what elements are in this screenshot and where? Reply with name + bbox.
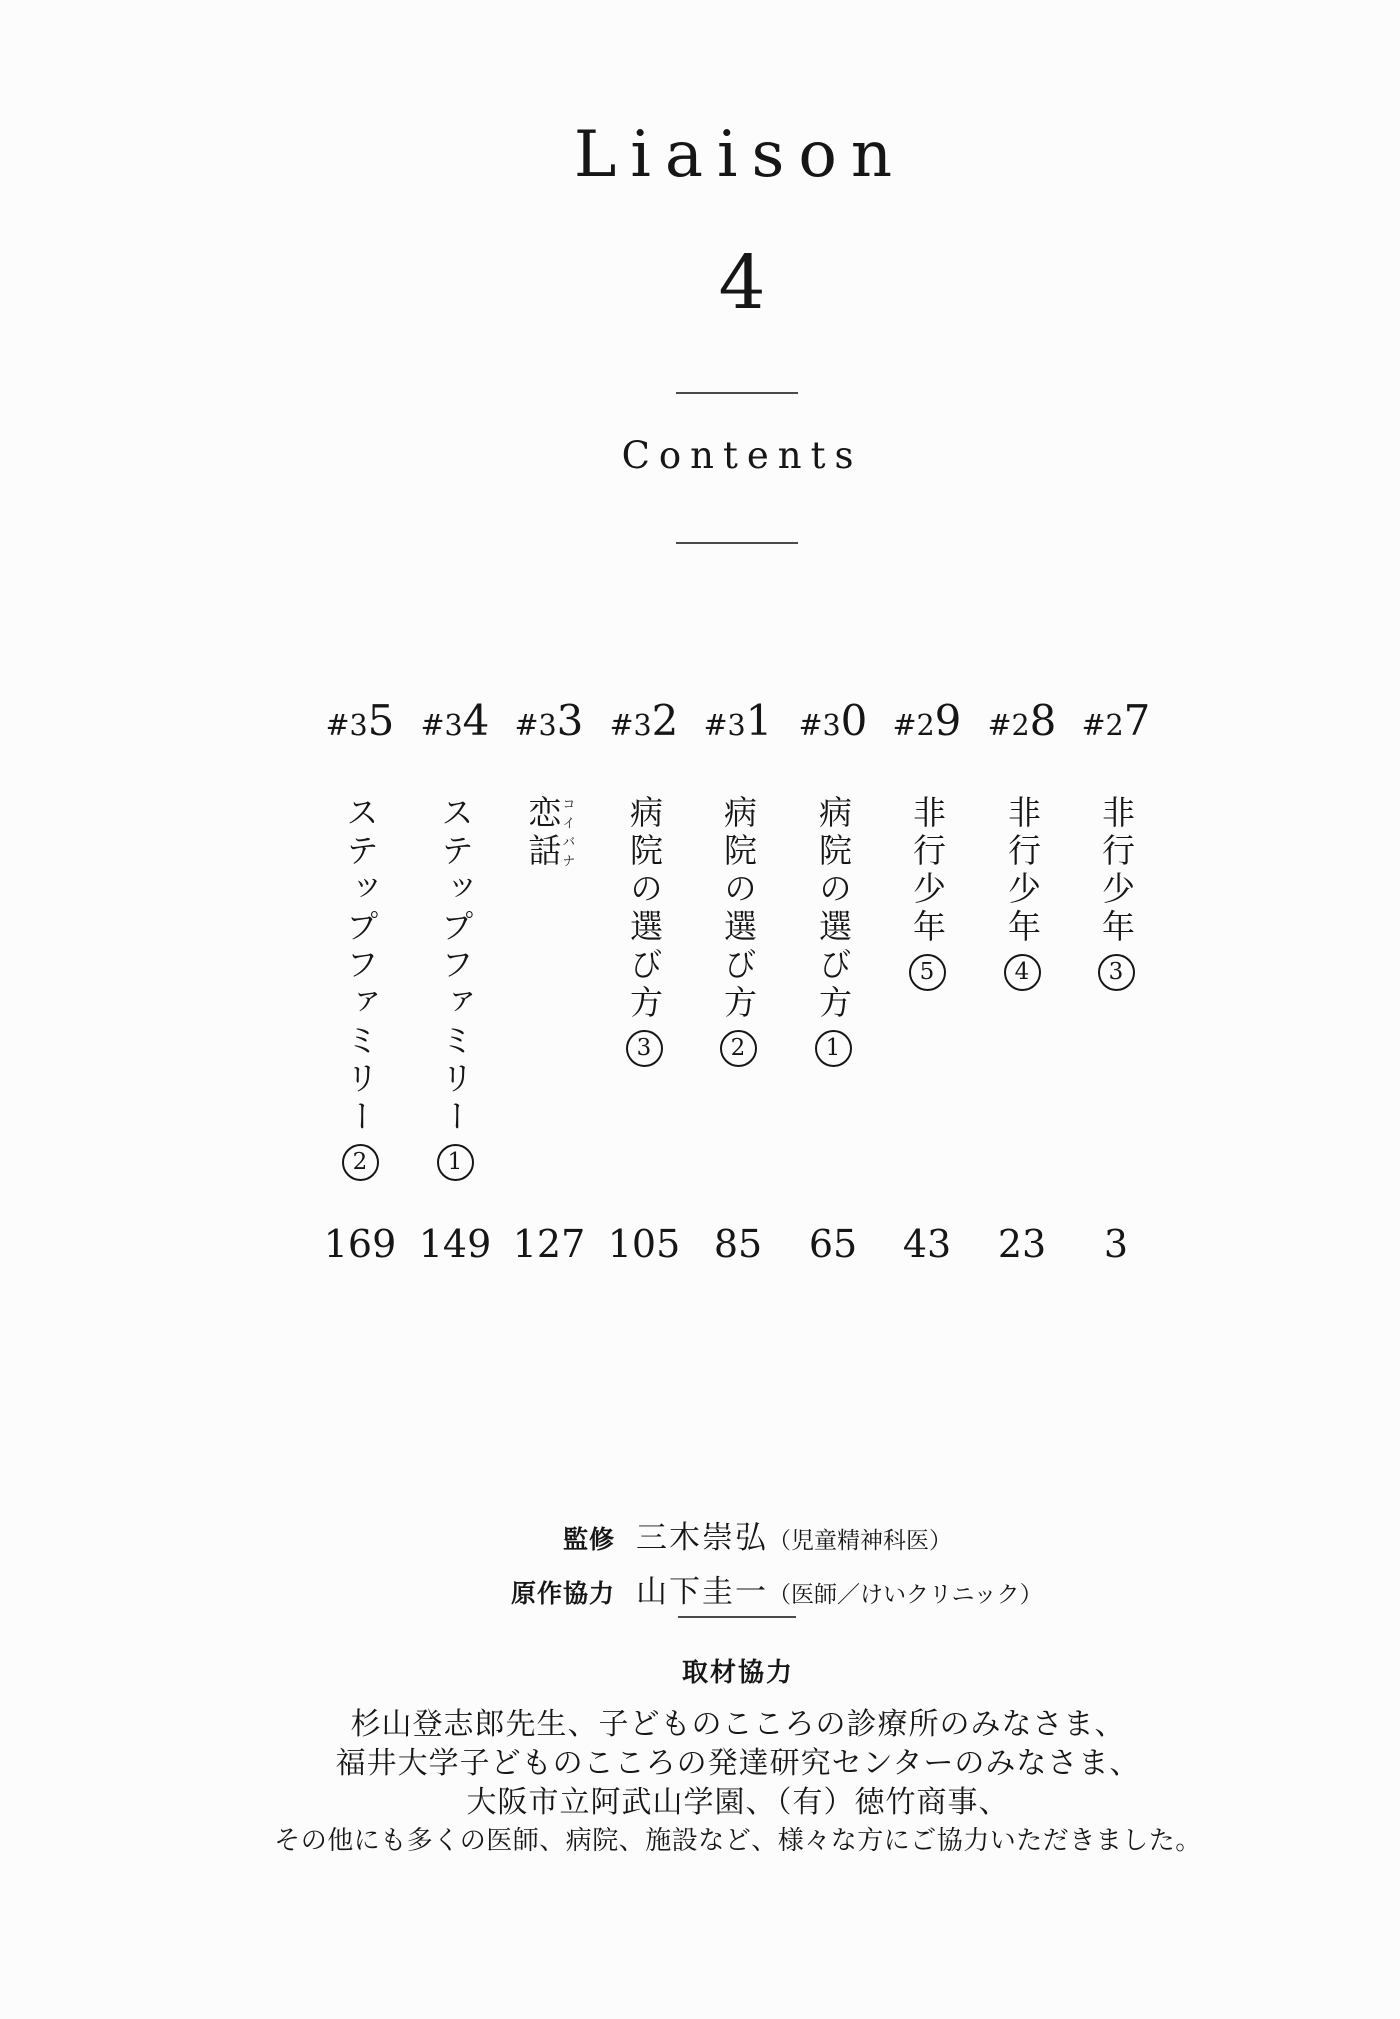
chapter-title [975, 795, 1069, 1195]
chapter-title [786, 795, 880, 1195]
chapter-page-number: 43 [902, 1222, 952, 1266]
chapter-number: #32 [609, 696, 679, 745]
chapter-page-number: 65 [808, 1222, 858, 1266]
original-support-name: 山下圭一 [636, 1574, 768, 1610]
chapter-number: #35 [325, 696, 395, 745]
chapter-page-number: 169 [323, 1222, 397, 1266]
chapter-number: #27 [1081, 696, 1151, 745]
chapter-number: #34 [420, 696, 490, 745]
supervision-name: 三木崇弘 [636, 1520, 768, 1556]
supervision-row [340, 1512, 1140, 1557]
chapter-title [691, 795, 785, 1195]
chapter-title [597, 795, 691, 1195]
chapter-title-text: 非行少年 [908, 795, 947, 947]
supervision-note: （児童精神科医） [768, 1528, 952, 1554]
chapter-number: #33 [514, 696, 584, 745]
chapter-title-text: 話 [523, 833, 563, 871]
chapter-title [408, 795, 502, 1195]
original-support-note: （医師／けいクリニック） [768, 1582, 1043, 1608]
contents-heading: Contents [621, 434, 863, 477]
chapter-part-badge: 5 [909, 954, 946, 991]
chapter-number: #31 [703, 696, 773, 745]
acknowledgements-line: 福井大学子どものこころの発達研究センターのみなさま、 [335, 1746, 1141, 1781]
credits-block [340, 1512, 1140, 1620]
chapter-page-number: 85 [713, 1222, 763, 1266]
chapter-part-badge: 1 [437, 1144, 474, 1181]
chapter-title [502, 795, 596, 1195]
furigana: バナ [559, 833, 575, 871]
acknowledgements-line: 杉山登志郎先生、子どものこころの診療所のみなさま、 [350, 1707, 1126, 1742]
chapter-number: #30 [798, 696, 868, 745]
chapter-title [313, 795, 407, 1195]
chapter-title [1069, 795, 1163, 1195]
chapter-page-number: 105 [607, 1222, 681, 1266]
chapter-title-text: 病院の選び方 [814, 795, 853, 1023]
chapter-part-badge: 3 [1098, 954, 1135, 991]
chapter-title-text: 非行少年 [1097, 795, 1136, 947]
chapter-title-text: ステップファミリー [436, 795, 475, 1137]
supervision-label: 監修 [562, 1525, 615, 1554]
chapter-part-badge: 2 [342, 1144, 379, 1181]
chapter-number: #29 [892, 696, 962, 745]
chapter-title-text: 非行少年 [1003, 795, 1042, 947]
chapter-page-number: 3 [1103, 1222, 1129, 1266]
chapter-part-badge: 2 [720, 1030, 757, 1067]
original-support-label: 原作協力 [510, 1579, 615, 1608]
divider-line-above-acknowledgements [678, 1616, 796, 1618]
divider-line-top [676, 392, 798, 394]
chapter-number: #28 [987, 696, 1057, 745]
acknowledgements-heading: 取材協力 [681, 1658, 794, 1688]
chapter-part-badge: 3 [626, 1030, 663, 1067]
divider-line-under-contents [676, 542, 798, 544]
chapter-part-badge: 1 [815, 1030, 852, 1067]
chapter-title-ruby [523, 795, 575, 871]
series-title: Liaison [573, 118, 907, 192]
chapter-page-number: 127 [512, 1222, 586, 1266]
chapter-part-badge: 4 [1004, 954, 1041, 991]
chapter-title [880, 795, 974, 1195]
furigana: コイ [559, 795, 575, 833]
volume-number: 4 [718, 240, 766, 326]
chapter-title-text: 病院の選び方 [625, 795, 664, 1023]
acknowledgements-line: その他にも多くの医師、病院、施設など、様々な方にご協力いただきました。 [274, 1826, 1202, 1856]
chapter-title-text: 病院の選び方 [719, 795, 758, 1023]
original-support-row [340, 1566, 1140, 1611]
chapter-title-text: ステップファミリー [341, 795, 380, 1137]
acknowledgements-line: 大阪市立阿武山学園、（有）徳竹商事、 [466, 1785, 1010, 1820]
chapter-page-number: 149 [418, 1222, 492, 1266]
chapter-title-text: 恋 [523, 795, 563, 833]
acknowledgements-block [138, 1652, 1338, 1860]
chapter-page-number: 23 [997, 1222, 1047, 1266]
